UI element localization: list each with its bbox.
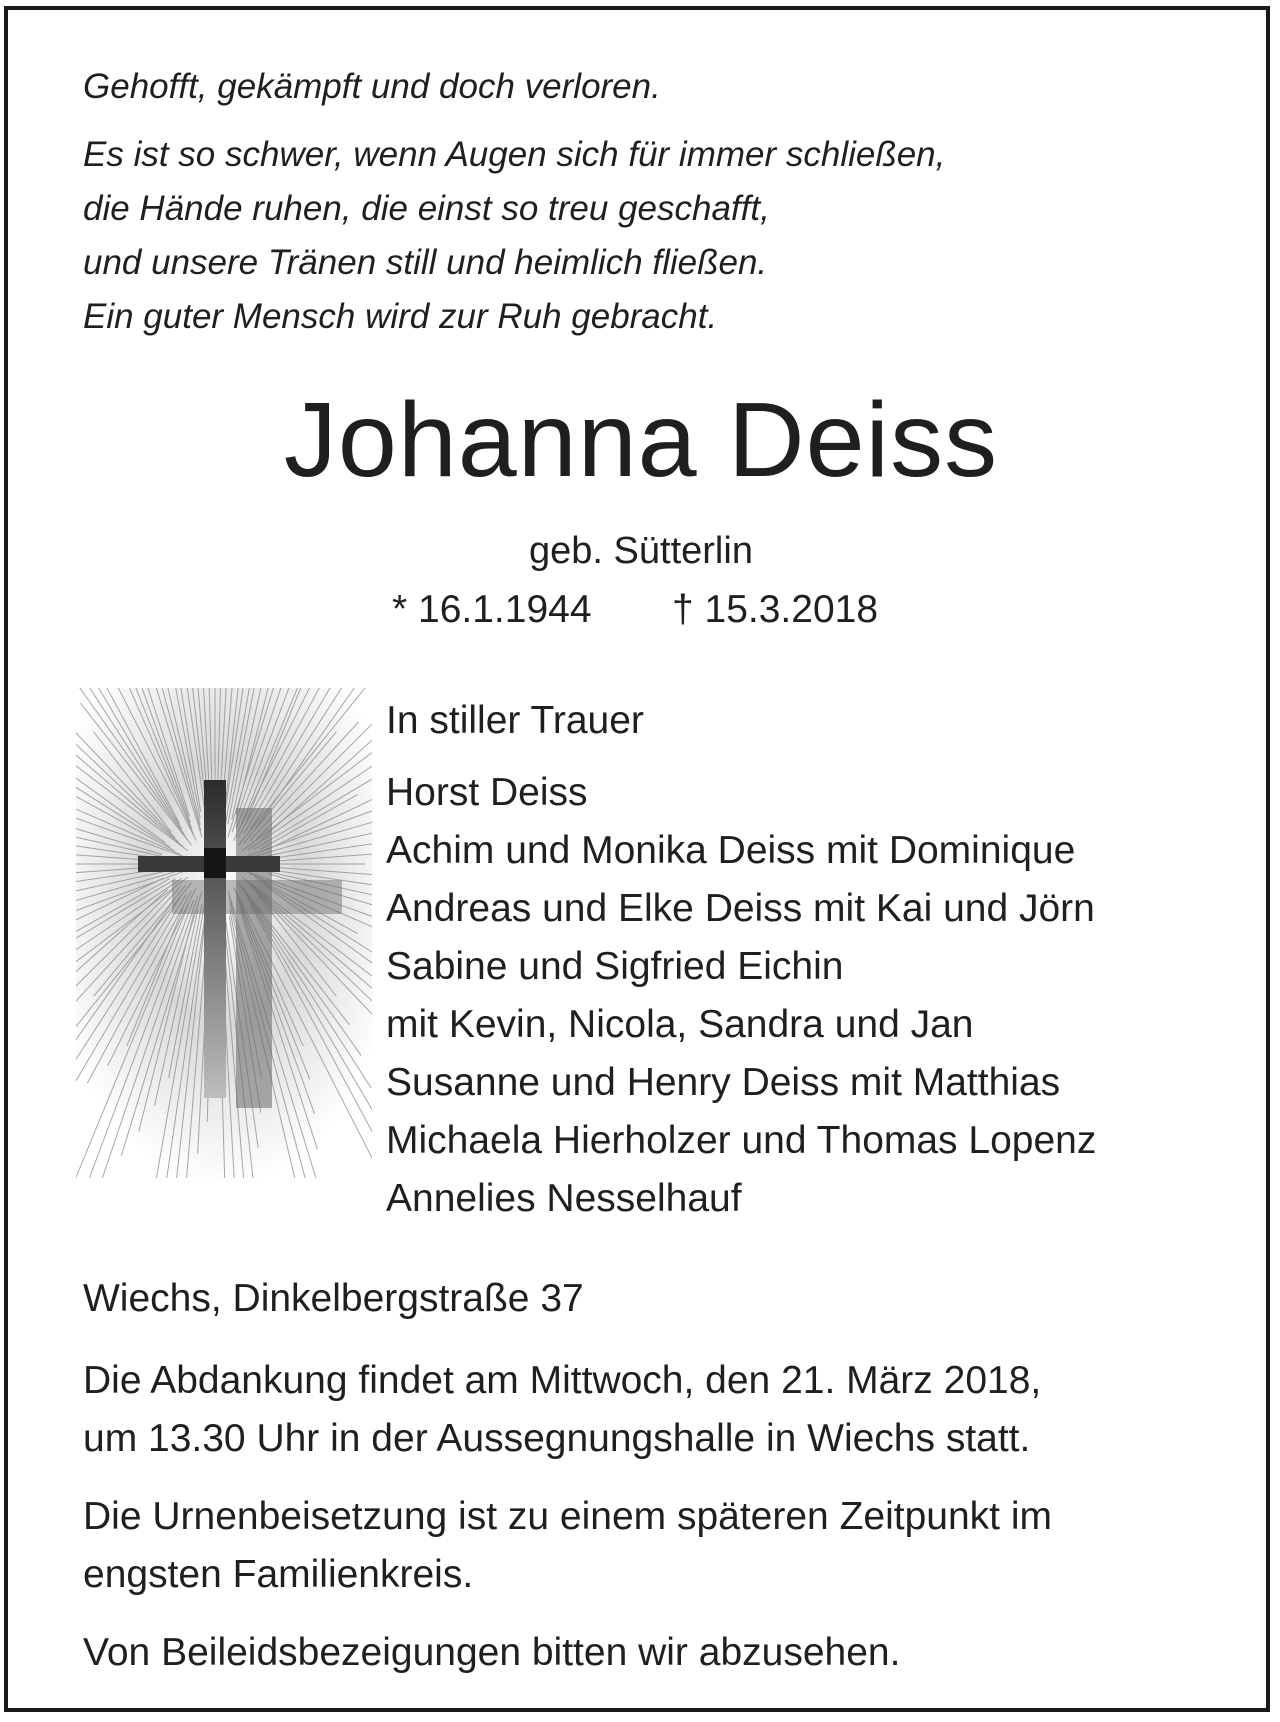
mourner-name: Sabine und Sigfried Eichin — [386, 945, 844, 988]
burial-line: engsten Familienkreis. — [83, 1553, 474, 1596]
poem-line: die Hände ruhen, die einst so treu geschafft, — [83, 189, 770, 228]
mourner-name: Michaela Hierholzer und Thomas Lopenz — [386, 1119, 1097, 1162]
obituary-frame — [4, 6, 1270, 1712]
mourners-heading: In stiller Trauer — [386, 699, 644, 742]
ceremony-line: um 13.30 Uhr in der Aussegnungshalle in Wiechs statt. — [83, 1417, 1031, 1460]
mourner-name: Andreas und Elke Deiss mit Kai und Jörn — [386, 887, 1095, 930]
death-date: † 15.3.2018 — [672, 588, 879, 631]
mourner-name: Annelies Nesselhauf — [386, 1177, 742, 1220]
poem-line: und unsere Tränen still und heimlich fließen. — [83, 243, 768, 282]
mourner-name: Susanne und Henry Deiss mit Matthias — [386, 1061, 1061, 1104]
closing-note: Von Beileidsbezeigungen bitten wir abzusehen. — [83, 1631, 901, 1674]
poem-first-line: Gehofft, gekämpft und doch verloren. — [83, 67, 661, 106]
mourner-name: Horst Deiss — [386, 771, 588, 814]
poem-line: Ein guter Mensch wird zur Ruh gebracht. — [83, 297, 718, 336]
mourner-name: Achim und Monika Deiss mit Dominique — [386, 829, 1076, 872]
poem-line: Es ist so schwer, wenn Augen sich für immer schließen, — [83, 135, 946, 174]
address: Wiechs, Dinkelbergstraße 37 — [83, 1277, 584, 1320]
deceased-name: Johanna Deiss — [283, 381, 999, 499]
birth-date: * 16.1.1944 — [392, 588, 592, 631]
burial-line: Die Urnenbeisetzung ist zu einem späteren Zeitpunkt im — [83, 1495, 1052, 1538]
ceremony-line: Die Abdankung findet am Mittwoch, den 21. März 2018, — [83, 1359, 1042, 1402]
cross-radiance-image — [76, 688, 372, 1178]
maiden-name: geb. Sütterlin — [529, 530, 753, 572]
mourner-name: mit Kevin, Nicola, Sandra und Jan — [386, 1003, 974, 1046]
